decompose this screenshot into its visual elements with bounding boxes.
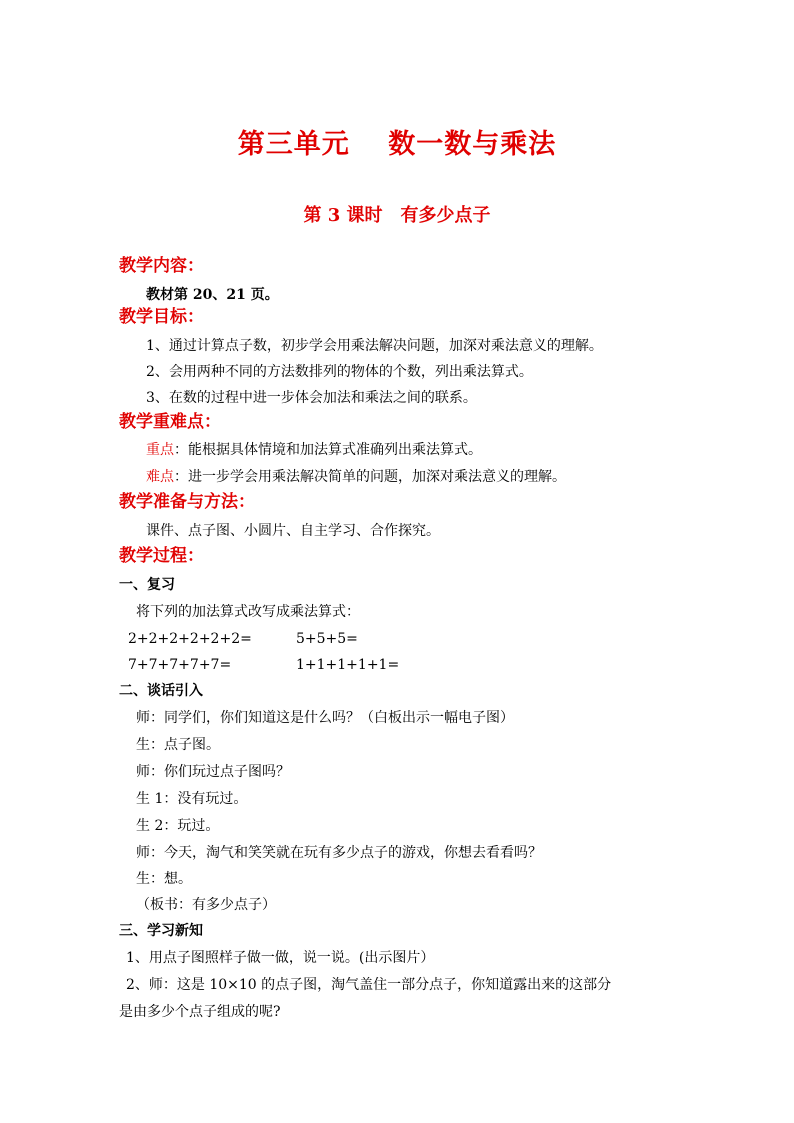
difficult-point: [146, 468, 566, 486]
review-eq-2: 5+5+5=: [296, 631, 358, 647]
goal-item-2: 2、会用两种不同的方法数排列的物体的个数，列出乘法算式。: [146, 364, 533, 380]
intro-line-1: 师：同学们，你们知道这是什么吗？（白板出示一幅电子图）: [136, 710, 514, 726]
keypoints-heading: 教学重难点：: [119, 412, 221, 432]
new-line-3: 是由多少个点子组成的呢?: [119, 1004, 281, 1020]
prep-heading: 教学准备与方法：: [119, 492, 255, 512]
key-text: ：能根据具体情境和加法算式准确列出乘法算式。: [174, 442, 482, 458]
key-label: 重点: [146, 442, 174, 458]
key-point: [146, 441, 482, 459]
difficult-text: ：进一步学会用乘法解决简单的问题，加深对乘法意义的理解。: [174, 469, 566, 485]
review-eq-4: 1+1+1+1+1=: [296, 657, 400, 673]
intro-line-2: 生：点子图。: [136, 737, 220, 753]
review-eq-1: 2+2+2+2+2+2=: [128, 631, 252, 647]
process-heading: 教学过程：: [119, 546, 204, 566]
prep-text: 课件、点子图、小圆片、自主学习、合作探究。: [146, 523, 440, 539]
new-heading: 三、学习新知: [119, 923, 203, 939]
intro-heading: 二、谈话引入: [119, 683, 203, 699]
intro-line-4: 生 1：没有玩过。: [136, 791, 248, 807]
difficult-label: 难点: [146, 469, 174, 485]
intro-line-5: 生 2：玩过。: [136, 818, 220, 834]
content-heading: 教学内容：: [119, 256, 204, 276]
intro-line-6: 师：今天，淘气和笑笑就在玩有多少点子的游戏，你想去看看吗？: [136, 845, 542, 861]
intro-line-8: （板书：有多少点子）: [136, 897, 276, 913]
intro-line-3: 师：你们玩过点子图吗？: [136, 764, 290, 780]
review-instruction: 将下列的加法算式改写成乘法算式：: [136, 604, 360, 620]
lesson-title: 第 3 课时 有多少点子: [303, 205, 491, 226]
new-line-1: 1、用点子图照样子做一做，说一说。(出示图片）: [126, 950, 435, 966]
review-heading: 一、复习: [119, 577, 175, 593]
new-line-2: 2、师：这是 10×10 的点子图，淘气盖住一部分点子，你知道露出来的这部分: [126, 977, 612, 993]
content-text: 教材第 20、21 页。: [146, 287, 279, 303]
unit-title: 第三单元 数一数与乘法: [237, 129, 557, 160]
goals-heading: 教学目标：: [119, 307, 204, 327]
intro-line-7: 生：想。: [136, 871, 192, 887]
goal-item-1: 1、通过计算点子数，初步学会用乘法解决问题，加深对乘法意义的理解。: [146, 338, 603, 354]
goal-item-3: 3、在数的过程中进一步体会加法和乘法之间的联系。: [146, 390, 477, 406]
review-eq-3: 7+7+7+7+7=: [128, 657, 232, 673]
